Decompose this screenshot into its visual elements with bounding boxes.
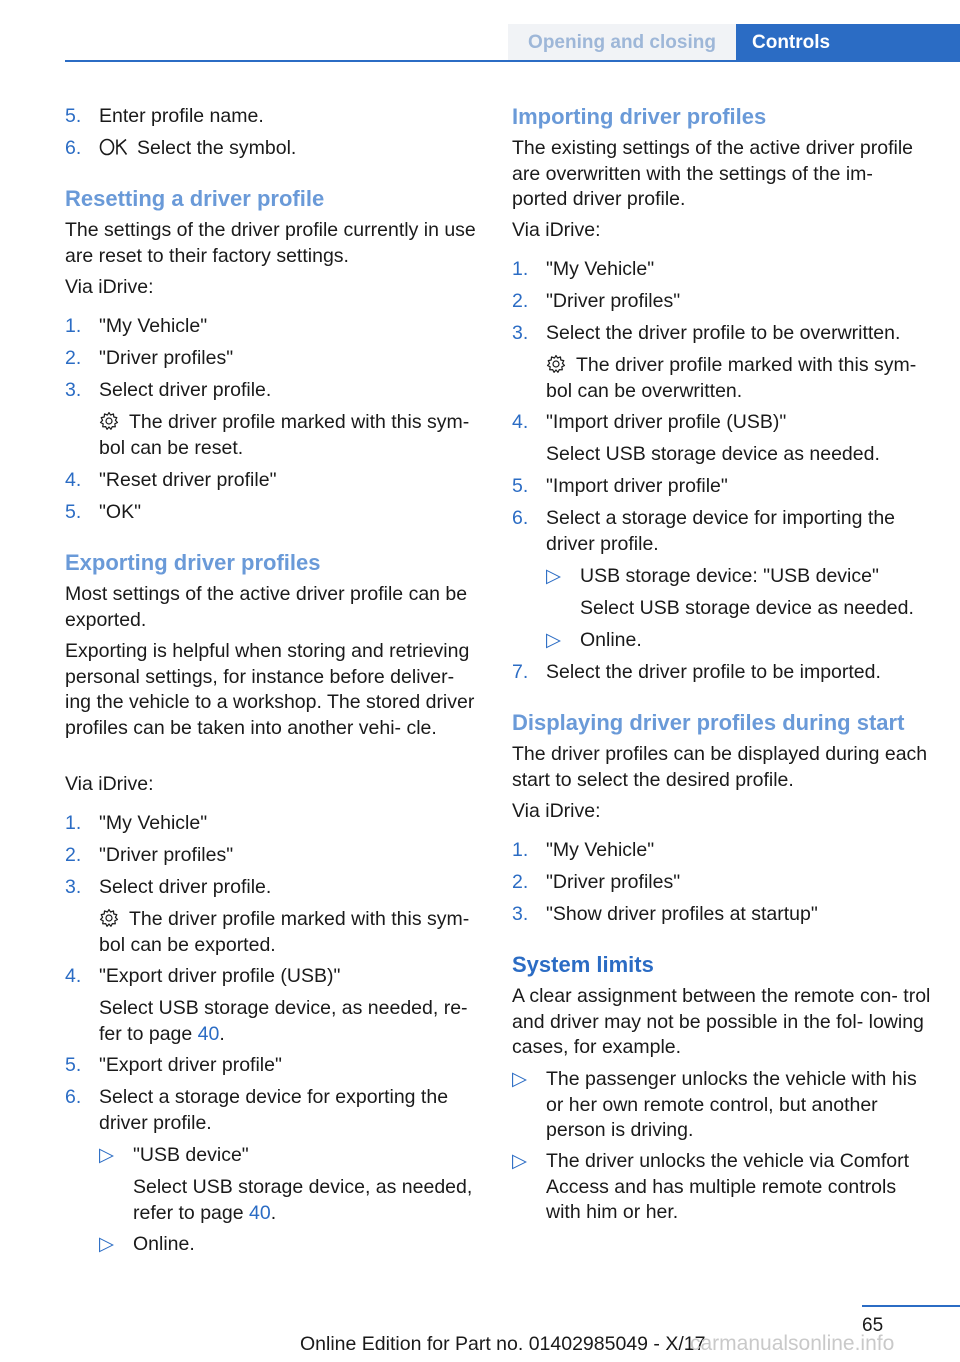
paragraph: The driver profiles can be displayed during each start to select the desired profile. — [512, 743, 928, 791]
paragraph: Exporting is helpful when storing and retrieving personal settings, for instance before deliver‐ ing the vehicle to a workshop. The stored driver profiles can be taken into another vehi‐ cle. — [65, 640, 475, 739]
page-link[interactable]: 40 — [249, 1201, 271, 1224]
heading-display: Displaying driver profiles during start — [512, 710, 905, 735]
footer-rule — [862, 1305, 960, 1307]
paragraph: Most settings of the active driver profile can be exported. — [65, 583, 468, 631]
gear-icon — [546, 354, 566, 374]
paragraph: A clear assignment between the remote con‐ trol and driver may not be possible in the fol‐ lowing cases, for example. — [512, 985, 931, 1058]
watermark: carmanualsonline.info — [690, 1332, 895, 1355]
header-section-tab: Opening and closing — [508, 24, 736, 62]
paragraph: Via iDrive: — [512, 800, 601, 822]
heading-limits: System limits — [512, 952, 654, 977]
heading-reset: Resetting a driver profile — [65, 186, 325, 211]
gear-icon — [99, 411, 119, 431]
paragraph: The existing settings of the active driver profile are overwritten with the settings of the im‐ ported driver profile. — [512, 137, 914, 210]
paragraph: Via iDrive: — [65, 773, 154, 795]
edition-text: Online Edition for Part no. 01402985049 - X/17 — [300, 1333, 706, 1355]
ok-icon — [99, 138, 129, 156]
paragraph: Via iDrive: — [65, 276, 154, 298]
heading-export: Exporting driver profiles — [65, 550, 321, 575]
page-link[interactable]: 40 — [197, 1022, 220, 1045]
gear-icon — [99, 908, 119, 928]
page-number: 65 — [862, 1315, 884, 1336]
paragraph: The settings of the driver profile currently in use are reset to their factory settings. — [65, 219, 476, 267]
header-chapter-tab: Controls — [736, 24, 960, 62]
header-rule — [65, 60, 960, 62]
heading-import: Importing driver profiles — [512, 104, 767, 129]
paragraph: Via iDrive: — [512, 219, 601, 241]
